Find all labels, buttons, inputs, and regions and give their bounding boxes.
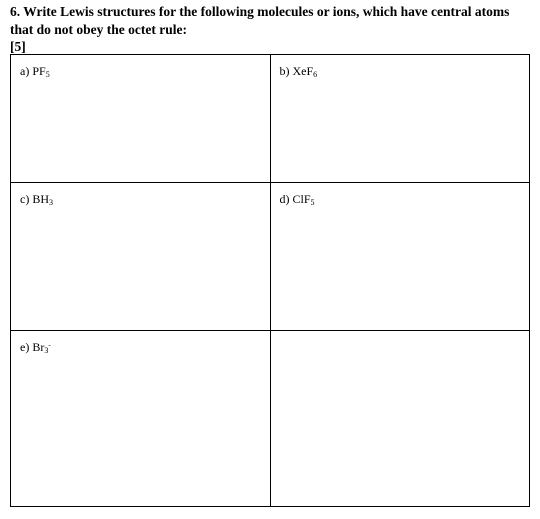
- answer-box-c[interactable]: [11, 183, 271, 331]
- answer-box-d[interactable]: [270, 183, 530, 331]
- item-prefix-e: e): [20, 340, 33, 354]
- formula-e-charge: -: [48, 341, 51, 349]
- item-label-e: [20, 340, 51, 354]
- grid-row-1: [11, 55, 530, 183]
- grid-row-2: [11, 183, 530, 331]
- answer-box-empty[interactable]: [270, 331, 530, 507]
- item-prefix-c: c): [20, 192, 33, 206]
- answer-grid: [10, 54, 530, 507]
- formula-b-subscript: 6: [313, 70, 318, 79]
- grid-row-3: [11, 331, 530, 507]
- item-label-a: [20, 64, 50, 78]
- item-prefix-d: d): [279, 192, 293, 206]
- question-line-1: 6. Write Lewis structures for the following molecules or ions, which have central atoms: [10, 4, 510, 19]
- question-text: [10, 3, 535, 39]
- item-prefix-a: a): [20, 64, 33, 78]
- formula-a-subscript: 5: [45, 70, 50, 79]
- item-label-b: [280, 64, 318, 78]
- marks-label: [5]: [10, 39, 26, 54]
- formula-d: ClF: [292, 192, 311, 206]
- answer-box-e[interactable]: [11, 331, 271, 507]
- formula-b: XeF: [292, 64, 314, 78]
- formula-c: BH: [32, 192, 49, 206]
- formula-a: PF: [32, 64, 46, 78]
- answer-box-a[interactable]: [11, 55, 271, 183]
- question-line-2: that do not obey the octet rule:: [10, 22, 187, 37]
- item-label-d: [280, 192, 315, 206]
- answer-box-b[interactable]: [270, 55, 530, 183]
- formula-c-subscript: 3: [49, 198, 53, 207]
- formula-e: Br: [32, 340, 45, 354]
- item-label-c: [20, 192, 53, 206]
- item-prefix-b: b): [279, 64, 293, 78]
- formula-e-subscript: 3: [44, 346, 49, 355]
- formula-d-subscript: 5: [310, 198, 315, 207]
